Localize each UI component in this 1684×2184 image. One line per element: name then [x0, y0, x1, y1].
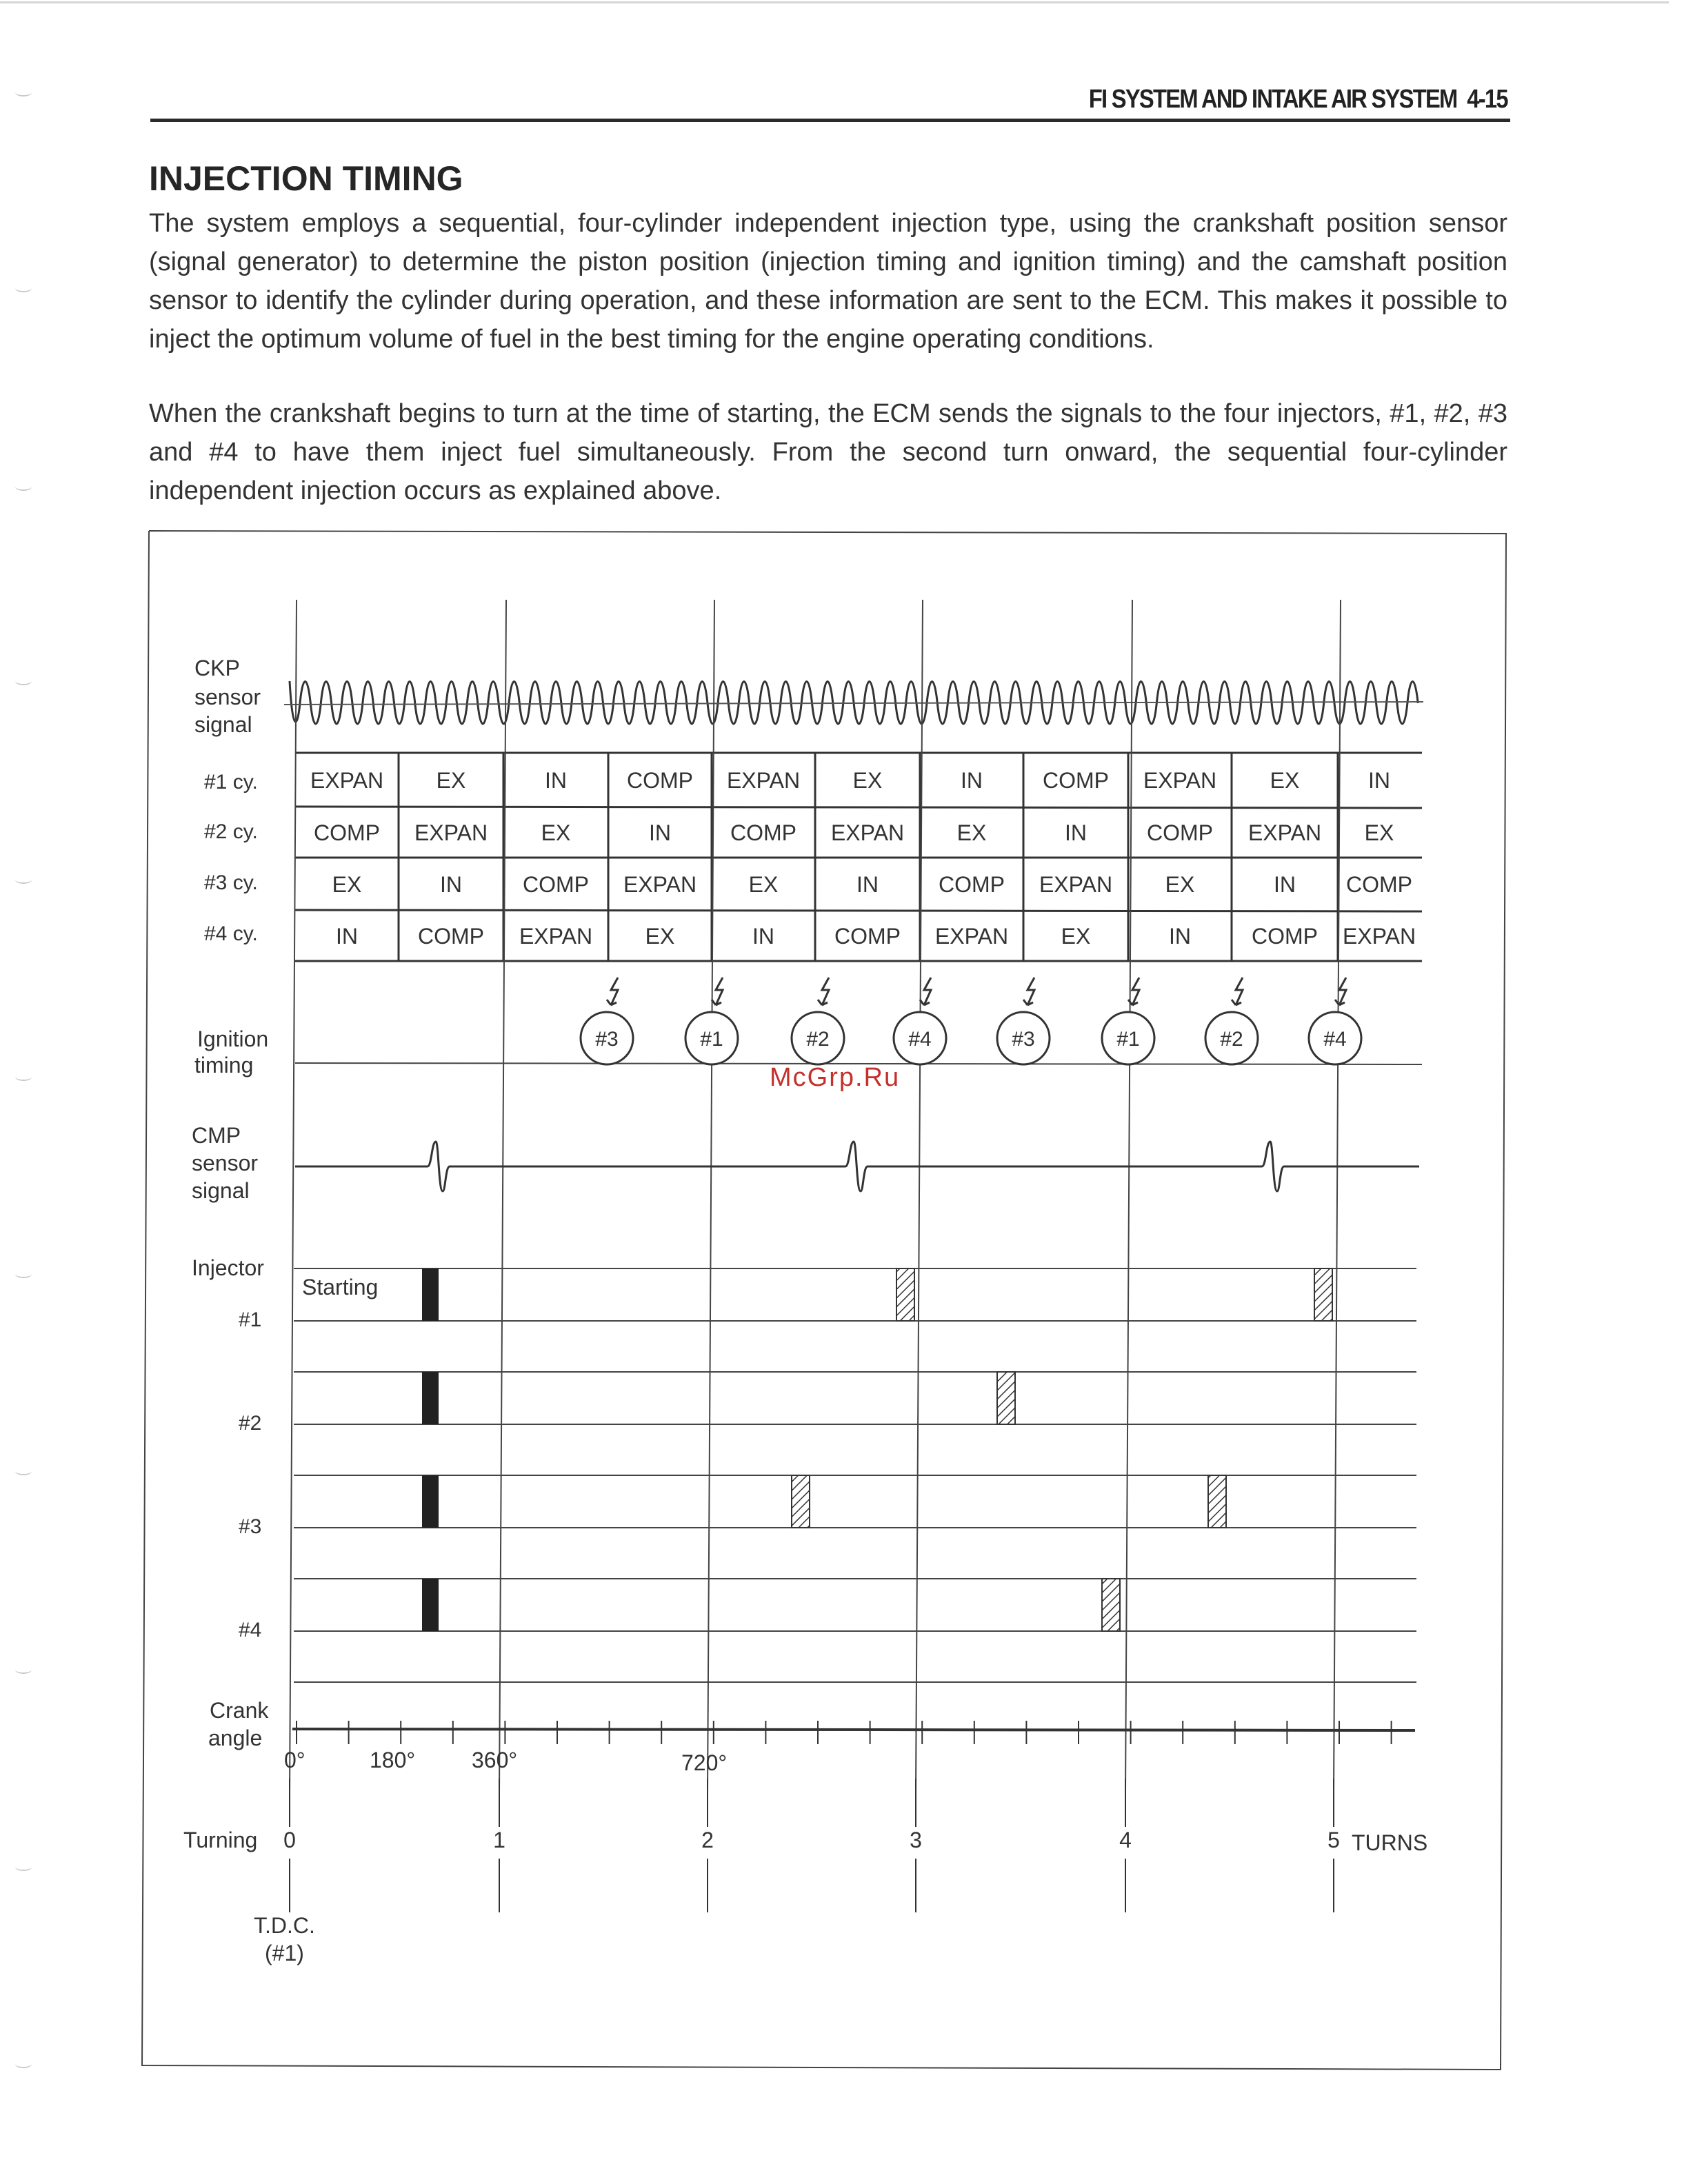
tdc-label-line2: (#1)	[265, 1941, 304, 1965]
ignition-cylinder: #1	[700, 1028, 723, 1051]
stroke-cell: EX	[1364, 820, 1394, 845]
turning-tick-label: 5	[1327, 1828, 1340, 1852]
stroke-cell: COMP	[523, 872, 589, 897]
stroke-cell: EXPAN	[1039, 872, 1113, 897]
crank-label-line2: angle	[208, 1726, 263, 1750]
crank-tick-180: 180°	[370, 1748, 416, 1772]
stroke-cell: EXPAN	[623, 872, 697, 897]
sequential-pulse	[997, 1372, 1015, 1424]
paragraph-1: The system employs a sequential, four-cylinder independent injection type, using the crankshaft position sensor (signal generator) to determine the piston position (injection timing and ignition timing) and the camshaft position sensor to identify the cylinder during operation, and these information are sent to the ECM. This makes it possible to inject the optimum volume of fuel in the best timing for the engine operating conditions.	[149, 209, 1507, 354]
stroke-cell: EXPAN	[1342, 924, 1416, 949]
spark-icon	[818, 978, 829, 1005]
ckp-label-line3: signal	[194, 712, 252, 737]
cylinder-labels	[204, 771, 258, 945]
turning-tick-label: 3	[910, 1828, 922, 1852]
page-number: 4-15	[1467, 85, 1507, 114]
injector-rows	[239, 1268, 1416, 1682]
spark-icon	[1335, 978, 1346, 1005]
section-title: FI SYSTEM AND INTAKE AIR SYSTEM	[1088, 85, 1457, 114]
stroke-cell: EXPAN	[934, 924, 1009, 949]
stroke-cell: EXPAN	[414, 820, 488, 845]
stroke-cell: EX	[541, 820, 571, 845]
turning-label: Turning	[183, 1828, 258, 1852]
stroke-cell: EX	[852, 768, 883, 793]
cmp-label-line1: CMP	[192, 1123, 241, 1148]
cmp-sensor-waveform	[295, 1142, 1419, 1191]
crank-label-line1: Crank	[210, 1698, 269, 1723]
stroke-cell: COMP	[1252, 924, 1318, 949]
stroke-cell: IN	[1169, 924, 1191, 949]
table-row-rule	[295, 910, 1422, 911]
cylinder-label: #1 cy.	[204, 771, 258, 793]
ckp-label-line1: CKP	[194, 656, 240, 680]
starting-pulse	[422, 1475, 439, 1528]
ignition-cylinder: #4	[1323, 1028, 1347, 1051]
turn-divider	[290, 600, 297, 1792]
stroke-cell: IN	[1368, 768, 1390, 793]
ignition-markers	[581, 978, 1361, 1064]
stroke-cell: IN	[545, 768, 567, 793]
ignition-cylinder: #1	[1116, 1028, 1140, 1051]
injector-row-label: #4	[239, 1619, 262, 1641]
stroke-cell: COMP	[314, 820, 380, 845]
turning-tick-label: 1	[493, 1828, 505, 1852]
sequential-pulse	[896, 1268, 914, 1321]
ignition-label-line1: Ignition	[197, 1027, 269, 1051]
turning-ticks	[283, 1779, 1340, 1912]
table-row-rule	[295, 807, 1422, 808]
stroke-cell: IN	[1065, 820, 1087, 845]
spark-icon	[1232, 978, 1243, 1005]
cylinder-label: #3 cy.	[204, 871, 258, 894]
injector-row-label: #3	[239, 1515, 262, 1538]
stroke-cell: EX	[332, 872, 362, 897]
sequential-pulse	[1102, 1579, 1120, 1631]
stroke-cell: COMP	[1043, 768, 1109, 793]
stroke-cell: IN	[440, 872, 462, 897]
stroke-cell: EXPAN	[310, 768, 384, 793]
stroke-cell: COMP	[939, 872, 1005, 897]
cmp-label-line2: sensor	[192, 1151, 259, 1175]
turns-unit: TURNS	[1352, 1830, 1428, 1855]
stroke-cell: EXPAN	[1143, 768, 1217, 793]
stroke-cell: COMP	[1147, 820, 1213, 845]
page-title: INJECTION TIMING	[149, 159, 463, 198]
stroke-cell: EX	[1061, 924, 1091, 949]
starting-pulse	[422, 1268, 439, 1321]
cmp-label-line3: signal	[192, 1178, 250, 1203]
spark-icon	[1023, 978, 1034, 1005]
sequential-pulse	[1314, 1268, 1332, 1321]
crank-angle-axis	[292, 1729, 1415, 1730]
diagram-frame	[142, 531, 1506, 2070]
stroke-cell: COMP	[834, 924, 901, 949]
stroke-cell: EX	[645, 924, 675, 949]
stroke-cell: EX	[1270, 768, 1300, 793]
turning-tick-label: 4	[1119, 1828, 1132, 1852]
sequential-pulse	[1208, 1475, 1226, 1528]
cylinder-label: #2 cy.	[204, 820, 258, 843]
crank-tick-720: 720°	[681, 1750, 728, 1775]
ignition-label-line2: timing	[194, 1053, 254, 1078]
ignition-cylinder: #3	[1012, 1028, 1035, 1051]
ignition-cylinder: #2	[1220, 1028, 1243, 1051]
stroke-cell: COMP	[730, 820, 796, 845]
stroke-cell: IN	[1274, 872, 1296, 897]
stroke-cell: EXPAN	[830, 820, 905, 845]
injector-row-label: #2	[239, 1412, 262, 1435]
starting-label: Starting	[302, 1275, 379, 1300]
stroke-cell: COMP	[1346, 872, 1412, 897]
stroke-cell: COMP	[627, 768, 693, 793]
turning-tick-label: 0	[283, 1828, 296, 1852]
stroke-cell: EX	[1165, 872, 1195, 897]
stroke-cell: IN	[856, 872, 879, 897]
stroke-cell: EXPAN	[726, 768, 801, 793]
ignition-cylinder: #3	[595, 1028, 619, 1051]
stroke-cell: COMP	[418, 924, 484, 949]
stroke-cell: EXPAN	[1247, 820, 1322, 845]
stroke-cell: IN	[961, 768, 983, 793]
injector-row-label: #1	[239, 1308, 262, 1331]
crank-angle-ticks	[297, 1721, 1392, 1744]
stroke-cell: EXPAN	[519, 924, 593, 949]
spark-icon	[712, 978, 723, 1005]
sequential-pulse	[792, 1475, 810, 1528]
starting-pulse	[422, 1579, 439, 1631]
tdc-label-line1: T.D.C.	[254, 1913, 315, 1938]
stroke-cell: IN	[752, 924, 774, 949]
spark-icon	[920, 978, 931, 1005]
stroke-cell: EX	[956, 820, 987, 845]
stroke-cell: EX	[748, 872, 779, 897]
paragraph-2: When the crankshaft begins to turn at the time of starting, the ECM sends the signals to the four injectors, #1, #2, #3 and #4 to have them inject fuel simultaneously. From the second turn onward, the sequential four-cylinder independent injection occurs as explained above.	[149, 399, 1507, 505]
watermark: McGrp.Ru	[770, 1063, 901, 1092]
ignition-cylinder: #4	[908, 1028, 932, 1051]
spark-icon	[607, 978, 618, 1005]
stroke-cell: EX	[436, 768, 466, 793]
injector-pulses	[422, 1268, 1332, 1631]
injector-label: Injector	[192, 1255, 264, 1280]
ignition-cylinder: #2	[806, 1028, 830, 1051]
cylinder-label: #4 cy.	[204, 922, 258, 945]
crank-tick-0: 0°	[284, 1748, 305, 1772]
crank-tick-360: 360°	[472, 1748, 518, 1772]
stroke-cell: IN	[649, 820, 671, 845]
turning-tick-label: 2	[701, 1828, 714, 1852]
starting-pulse	[422, 1372, 439, 1424]
ckp-label-line2: sensor	[194, 685, 261, 709]
stroke-cell: IN	[336, 924, 358, 949]
